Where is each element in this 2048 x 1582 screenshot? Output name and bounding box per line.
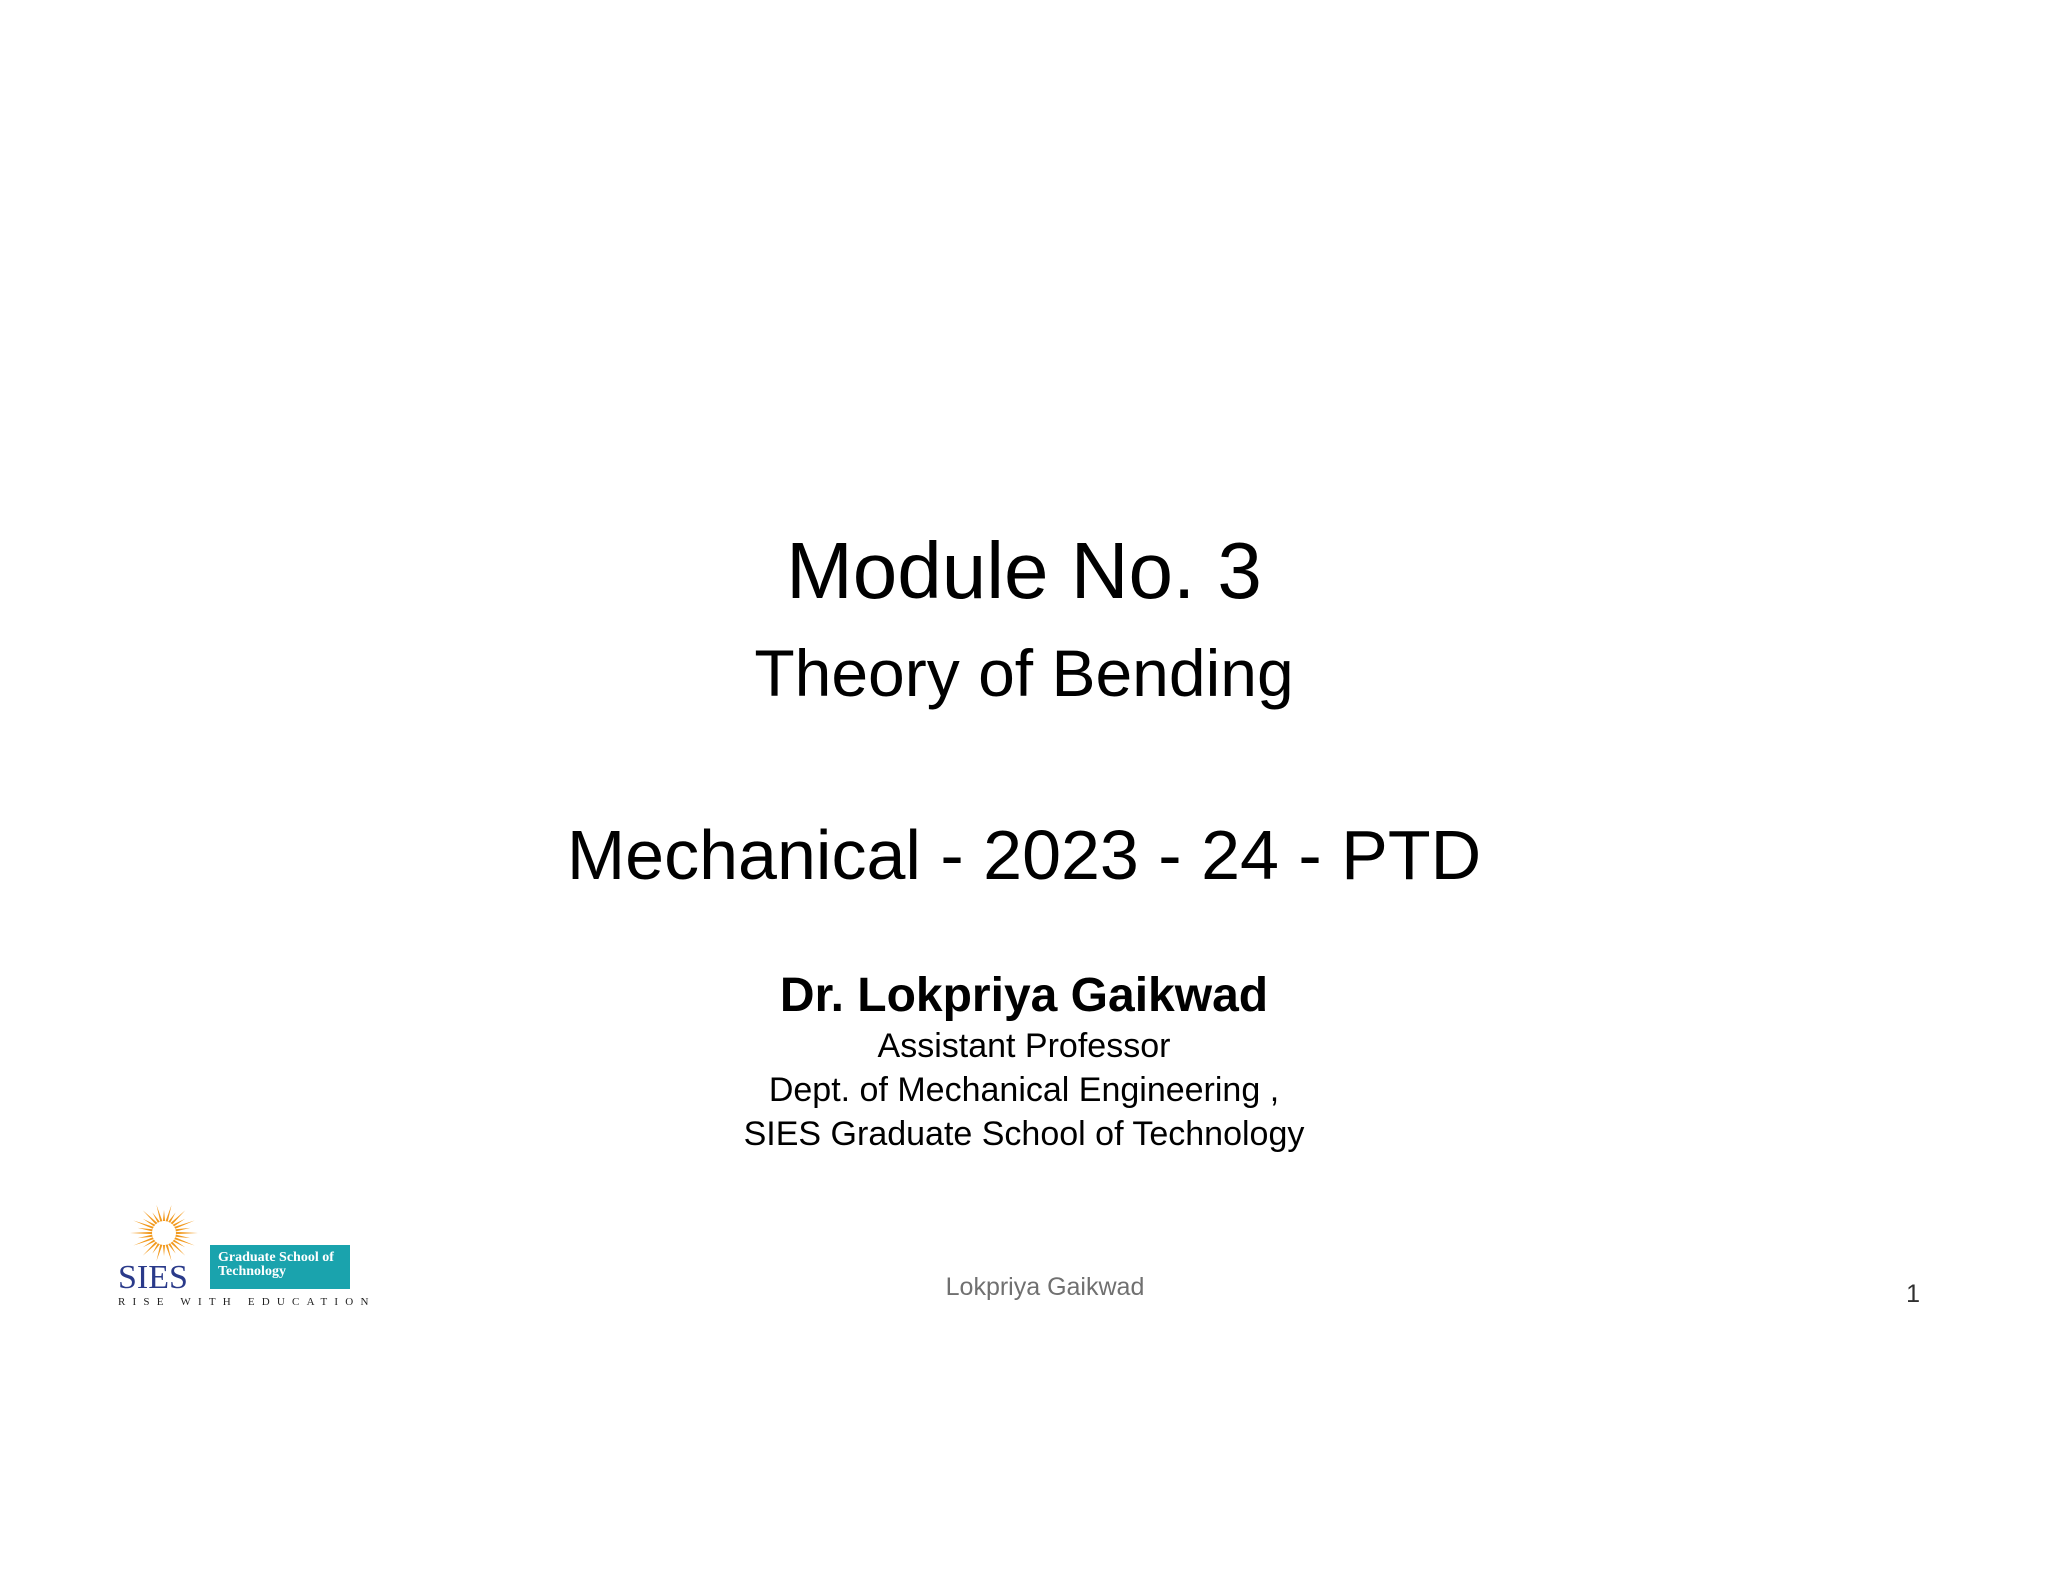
logo-box-line2: Technology bbox=[218, 1264, 286, 1279]
sun-ray bbox=[133, 1237, 153, 1245]
sun-ray bbox=[133, 1220, 153, 1228]
module-subtitle: Theory of Bending bbox=[754, 636, 1294, 710]
sun-ray bbox=[138, 1235, 153, 1238]
sun-ray bbox=[175, 1235, 190, 1238]
sun-ray bbox=[163, 1210, 165, 1221]
footer-author: Lokpriya Gaikwad bbox=[945, 1273, 1145, 1301]
logo-tagline: RISE WITH EDUCATION bbox=[118, 1296, 376, 1308]
sun-ray bbox=[163, 1245, 165, 1256]
sun-ray bbox=[174, 1237, 194, 1245]
sun-ray bbox=[175, 1228, 190, 1231]
sun-ray bbox=[138, 1228, 153, 1231]
sun-emblem-icon bbox=[116, 1195, 212, 1265]
course-line: Mechanical - 2023 - 24 - PTD bbox=[566, 816, 1482, 894]
logo-wordmark: SIES bbox=[118, 1259, 188, 1296]
sun-ray bbox=[130, 1232, 152, 1234]
module-title: Module No. 3 bbox=[786, 526, 1262, 615]
author-institution: SIES Graduate School of Technology bbox=[743, 1115, 1305, 1153]
sun-ray bbox=[176, 1232, 198, 1234]
logo-box-line1: Graduate School of bbox=[218, 1250, 334, 1265]
author-department: Dept. of Mechanical Engineering , bbox=[768, 1071, 1280, 1109]
author-name: Dr. Lokpriya Gaikwad bbox=[779, 969, 1269, 1022]
page-number: 1 bbox=[1906, 1280, 1920, 1308]
author-role: Assistant Professor bbox=[877, 1027, 1171, 1065]
sun-ray bbox=[174, 1220, 194, 1228]
